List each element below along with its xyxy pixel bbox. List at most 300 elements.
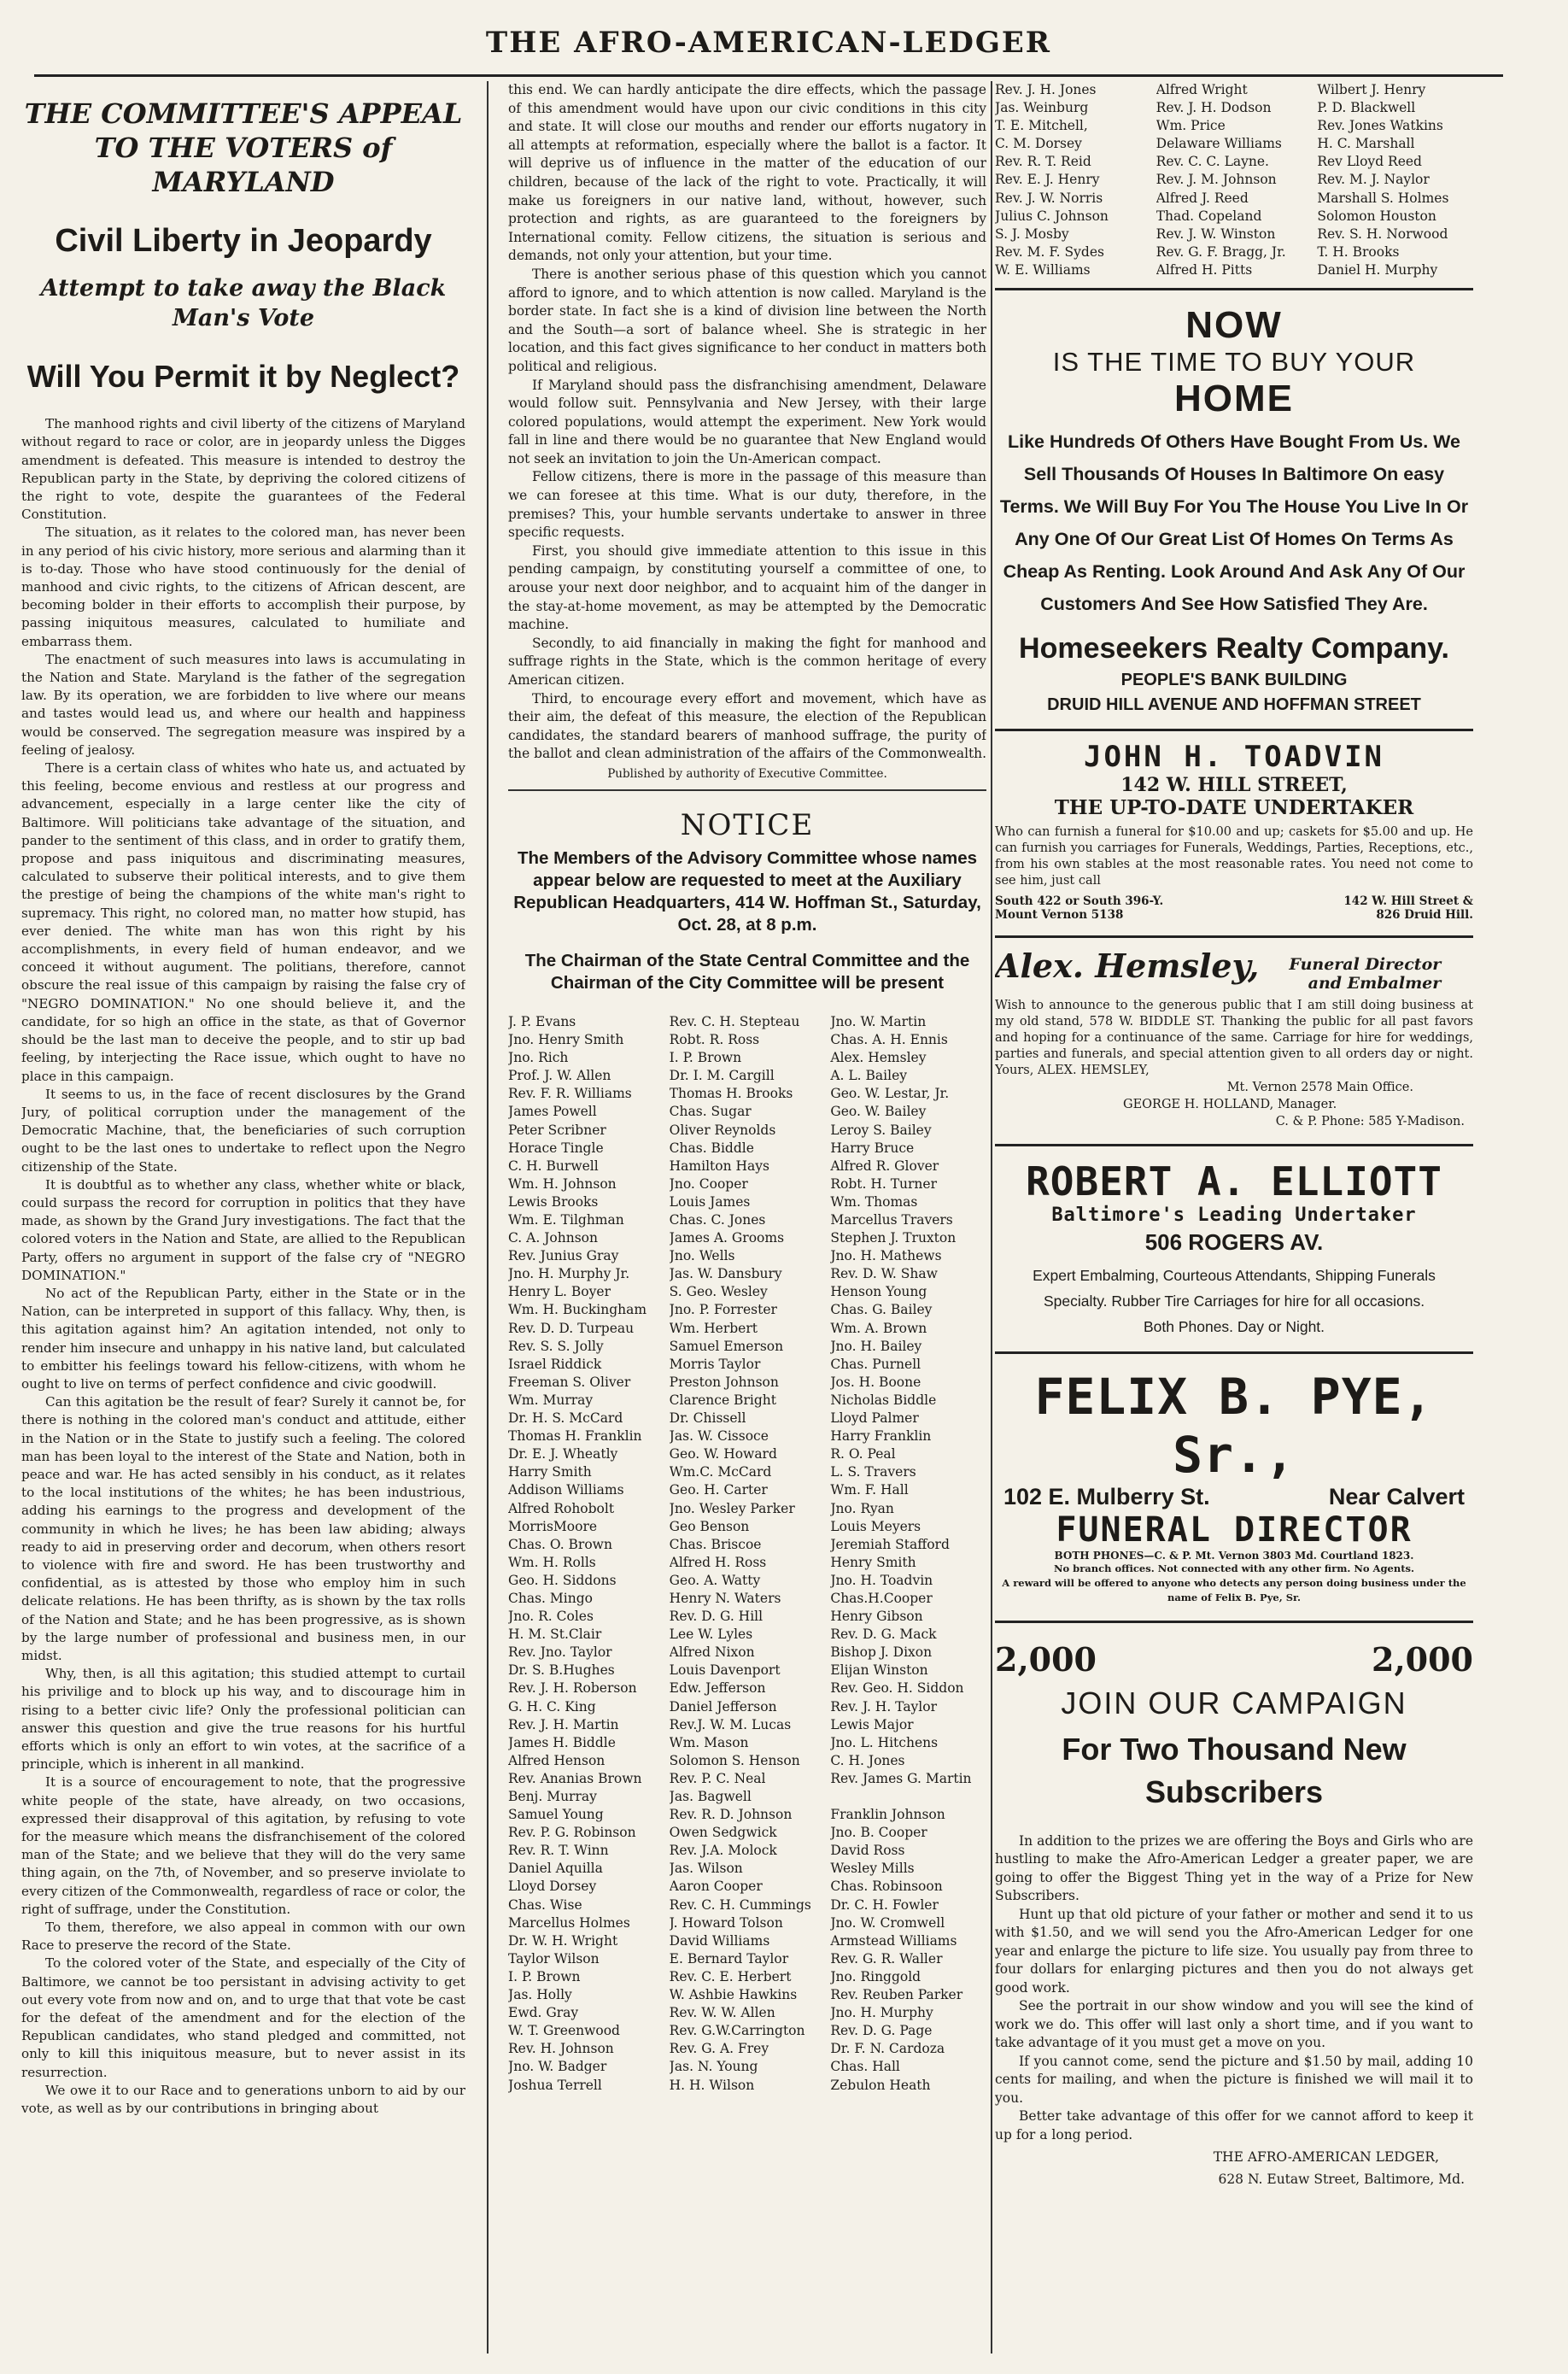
column-continued — [508, 81, 986, 2353]
committee-member-name: James H. Biddle — [508, 1734, 616, 1750]
committee-member-name: Marshall S. Holmes — [1317, 190, 1449, 206]
committee-member-name: Alfred Henson — [508, 1752, 606, 1768]
continued-body — [508, 81, 986, 764]
campaign-number-right: 2,000 — [1372, 1639, 1473, 1679]
committee-member-name: James Powell — [508, 1104, 597, 1120]
committee-member-name: Daniel Jefferson — [669, 1698, 777, 1715]
committee-member-name: Dr. H. S. McCard — [508, 1410, 623, 1427]
appeal-paragraph: The enactment of such measures into laws is accumulating in the Nation and State. Maryland is the father of the segregation law. By its operation, we are forbidden to live where our means and tastes would lead us, and where our health and happiness would be conserved. The segregation measure was inspired by a feeling of jealosy. — [21, 651, 465, 758]
committee-member-name: C. M. Dorsey — [995, 136, 1082, 152]
committee-member-name: Robt. H. Turner — [830, 1175, 938, 1192]
committee-member-name: J. P. Evans — [508, 1013, 576, 1029]
committee-member-name: James A. Grooms — [669, 1230, 785, 1246]
committee-member-name: Thomas H. Brooks — [669, 1086, 793, 1102]
committee-member-name: W. T. Greenwood — [508, 2023, 620, 2039]
committee-member-name: Henry Gibson — [830, 1609, 923, 1625]
committee-member-name: Rev. C. H. Cummings — [669, 1896, 811, 1913]
elliott-body — [995, 1263, 1473, 1339]
committee-member-name: Wesley Mills — [830, 1861, 915, 1877]
committee-names-continued — [995, 81, 1473, 279]
published-note: Published by authority of Executive Committee. — [607, 766, 887, 781]
committee-member-name: T. H. Brooks — [1317, 243, 1400, 260]
committee-member-name: Rev. J.A. Molock — [669, 1843, 777, 1859]
committee-member-name: Jno. B. Cooper — [830, 1825, 927, 1841]
committee-member-name: Dr. E. J. Wheatly — [508, 1446, 618, 1463]
committee-member-name: Edw. Jefferson — [669, 1680, 766, 1697]
committee-member-name: Rev. J. H. Dodson — [1156, 100, 1272, 116]
committee-member-name: Chas.H.Cooper — [830, 1590, 933, 1606]
committee-member-name: Elijan Winston — [830, 1662, 928, 1679]
committee-member-name: Jas. Weinburg — [995, 100, 1089, 116]
appeal-paragraph: The manhood rights and civil liberty of the citizens of Maryland without regard to race or color, are in jeopardy unless the Digges amendment is defeated. This measure is intended to destroy the Republican party in the State, by depriving the colored citizens of the right to vote, despite the guarantees of the Federal Constitution. — [21, 416, 465, 523]
committee-member-name: Rev. M. J. Naylor — [1317, 172, 1430, 188]
pye-phones: BOTH PHONES—C. & P. Mt. Vernon 3803 Md. Courtland 1823. — [1054, 1549, 1414, 1562]
appeal-headline: THE COMMITTEE'S APPEAL TO THE VOTERS of MARYLAND — [24, 97, 463, 198]
committee-member-name: W. Ashbie Hawkins — [669, 1987, 798, 2003]
committee-member-name: Alfred Nixon — [669, 1644, 755, 1661]
committee-member-name: Bishop J. Dixon — [830, 1644, 933, 1661]
campaign-address: 628 N. Eutaw Street, Baltimore, Md. — [1218, 2172, 1465, 2188]
pye-name: FELIX B. PYE, Sr., — [1034, 1367, 1434, 1484]
committee-member-name: Rev. Ananias Brown — [508, 1770, 642, 1786]
committee-member-name: Marcellus Travers — [830, 1212, 953, 1228]
ad-time: IS THE TIME TO BUY YOUR — [1052, 347, 1416, 378]
elliott-ad — [995, 1144, 1473, 1339]
toadvin-name: JOHN H. TOADVIN — [1083, 740, 1385, 775]
committee-member-name: Jno. Wells — [669, 1248, 735, 1264]
committee-member-name: Aaron Cooper — [669, 1879, 763, 1895]
committee-member-name: Dr. S. B.Hughes — [508, 1662, 615, 1679]
committee-member-name: Julius C. Johnson — [995, 208, 1109, 224]
committee-member-name: Wilbert J. Henry — [1317, 82, 1426, 97]
committee-member-name: P. D. Blackwell — [1317, 100, 1416, 116]
pye-address-right: Near Calvert — [1328, 1483, 1465, 1509]
committee-member-name: Geo. H. Carter — [669, 1482, 768, 1498]
committee-member-name: Samuel Young — [508, 1807, 604, 1823]
campaign-join: JOIN OUR CAMPAIGN — [1061, 1685, 1407, 1720]
committee-member-name: Ewd. Gray — [508, 2005, 579, 2021]
committee-member-name: Jas. W. Cissoce — [669, 1428, 769, 1445]
committee-member-name: Chas. Robinsoon — [830, 1879, 943, 1895]
appeal-paragraph: To the colored voter of the State, and especially of the City of Baltimore, we cannot be too persistant in advising activity to get out every vote from now and on, and to urge that that vote be cast for the defeat of the amendment and for the election of the Republican candidates, who stand pledged and committed, not only to kill this iniquitous measure, but to never assist in its resurrection. — [21, 1955, 465, 2080]
committee-member-name: Rev. C. E. Herbert — [669, 1968, 792, 1984]
committee-member-name: Dr. I. M. Cargill — [669, 1068, 775, 1084]
committee-member-name: Rev. J. W. Winston — [1156, 226, 1276, 242]
committee-member-name: Chas. A. H. Ennis — [830, 1032, 948, 1048]
committee-member-name: Wm. H. Johnson — [508, 1175, 617, 1192]
committee-member-name: Harry Smith — [508, 1464, 592, 1480]
committee-member-name: Delaware Williams — [1156, 136, 1282, 152]
committee-member-name: Peter Scribner — [508, 1122, 606, 1138]
ad-company: Homeseekers Realty Company. — [1019, 632, 1449, 665]
committee-member-name: Freeman S. Oliver — [508, 1374, 631, 1390]
attempt-subheadline: Attempt to take away the Black Man's Vote — [40, 275, 447, 332]
committee-member-name: Rev. Jno. Taylor — [508, 1644, 612, 1661]
appeal-paragraph: It is doubtful as to whether any class, whether white or black, could surpass the record for corruption in politics that they have made, as shown by the Grand Jury investigations. The fact that the colored voters in the Nation and State, are allied to the Republican Party, offers no argument in support of the false cry of "NEGRO DOMINATION." — [21, 1176, 465, 1283]
appeal-body — [21, 415, 465, 2118]
ad-home: HOME — [1174, 378, 1294, 420]
toadvin-tagline: THE UP-TO-DATE UNDERTAKER — [1054, 796, 1414, 820]
committee-member-name: Rev. James G. Martin — [830, 1770, 972, 1786]
civil-liberty-headline: Civil Liberty in Jeopardy — [55, 223, 432, 259]
committee-member-name: Thad. Copeland — [1156, 208, 1262, 224]
committee-member-name: Joshua Terrell — [508, 2077, 602, 2093]
committee-member-name: C. A. Johnson — [508, 1230, 598, 1246]
committee-member-name: Lewis Major — [830, 1716, 914, 1732]
committee-member-name: Harry Franklin — [830, 1428, 932, 1445]
committee-member-name: Jno. Ryan — [830, 1500, 894, 1516]
committee-member-name: Morris Taylor — [669, 1356, 761, 1372]
committee-member-name: C. H. Burwell — [508, 1158, 599, 1174]
committee-member-name: Alex. Hemsley — [830, 1050, 927, 1066]
committee-member-name: Wm. A. Brown — [830, 1320, 927, 1336]
committee-member-name: Jno. Ringgold — [830, 1968, 921, 1984]
committee-member-name: L. S. Travers — [830, 1464, 916, 1480]
campaign-paragraph: See the portrait in our show window and you will see the kind of work we do. This offer will last only a short time, and if you want to take advantage of it you must get a move on you. — [995, 1998, 1473, 2051]
committee-member-name: Hamilton Hays — [669, 1158, 769, 1174]
committee-member-name: Preston Johnson — [669, 1374, 779, 1390]
column-divider — [991, 81, 992, 2353]
committee-member-name: Alfred Wright — [1156, 82, 1248, 97]
hemsley-manager: GEORGE H. HOLLAND, Manager. — [1123, 1097, 1337, 1111]
appeal-paragraph: Why, then, is all this agitation; this studied attempt to curtail his privilige and to block up his way, and to discourage him in rising to a better civic life? Only the professional politician can answer this question and give the true reasons for his hurtful efforts which is only an effort to win votes, at the sacrifice of a principle, which is inherent in all mankind. — [21, 1666, 465, 1773]
committee-member-name: Jeremiah Stafford — [830, 1536, 950, 1552]
committee-member-name: Louis James — [669, 1193, 751, 1210]
continued-paragraph: this end. We can hardly anticipate the dire effects, which the passage of this amendment would have upon our civic conditions in this city and state. It will close our mouths and render our efforts nugatory in all attempts at reformation, especially where the ballot is a factor. It will deprive us of influence in the matter of the education of our children, because of the lack of the right to vote. Practically, it will make us foreigners in our native land, without, however, such protection and rights, as are guaranteed to the foreigners by International comity. Fellow citizens, the situation is serious and demands, not only your attention, but your time. — [508, 82, 986, 264]
committee-member-name: Jno. H. Mathews — [830, 1248, 942, 1264]
committee-member-name: Jno. H. Murphy Jr. — [508, 1266, 630, 1282]
committee-member-name: Rev. F. R. Williams — [508, 1086, 632, 1102]
committee-member-name: Henson Young — [830, 1284, 927, 1300]
committee-member-name: Jas. Wilson — [669, 1861, 743, 1877]
committee-member-name: Rev. D. W. Shaw — [830, 1266, 938, 1282]
committee-member-name: Leroy S. Bailey — [830, 1122, 932, 1138]
committee-member-name: Rev. D. G. Mack — [830, 1627, 937, 1643]
appeal-paragraph: There is a certain class of whites who hate us, and actuated by this feeling, become envious and restless at our progress and advancement, especially in a large center like the city of Baltimore. Will politicians take advantage of the situation, and pander to the sentiment of this class, and in order to gratify them, propose and pass iniquitous and discriminating measures, calculated to subserve their political interests, and to give them the prestige of being the champions of the white man's right to supremacy. This right, no colored man, no matter how stupid, has ever denied. The white man has won this right by his accomplishments, in every field of human endeavor, and we conceed it without augument. The politians, therefore, cannot obscure the real issue of this campaign by raising the false cry of "NEGRO DOMINATION." No one should believe it, and the candidate, for so high an office in the state, as that of Governor should be the last man to deceive the people, and to stir up bad feeling, by interjecting the Race issue, which ought to have no place in this campaign. — [21, 760, 465, 1084]
committee-member-name: Rev. G.W.Carrington — [669, 2023, 805, 2039]
ad-body: Like Hundreds Of Others Have Bought From Us. We Sell Thousands Of Houses In Baltimore On easy Terms. We Will Buy For You The House You Live In Or Any One Of Our Great List Of Homes On Terms As Cheap As Renting. Look Around And Ask Any Of Our Customers And See How Satisfied They Are. — [999, 431, 1469, 615]
appeal-paragraph: It is a source of encouragement to note, that the progressive white people of the state, have already, on two occasions, expressed their disapproval of this agitation, by refusing to vote for the measure which means the disfranchisement of the colored man of the State; and we believe that they will do the very same thing again, on the 7th, of November, and so preserve inviolate to every citizen of the Commonwealth, regardless of race or color, the right of suffrage, under the Constitution. — [21, 1774, 465, 1917]
continued-paragraph: Third, to encourage every effort and movement, which have as their aim, the defeat of this measure, the election of the Republican candidates, the standard bearers of manhood suffrage, the purity of the ballot and clean administration of the affairs of the Commonwealth. — [508, 690, 986, 762]
committee-member-name: Alfred H. Pitts — [1156, 261, 1253, 278]
committee-member-name: Chas. Briscoe — [669, 1536, 762, 1552]
appeal-paragraph: To them, therefore, we also appeal in common with our own Race to preserve the record of the State. — [21, 1920, 465, 1954]
committee-member-name: Rev. D. G. Page — [830, 2023, 933, 2039]
committee-member-name: Chas. O. Brown — [508, 1536, 612, 1552]
notice-title: NOTICE — [680, 807, 815, 842]
committee-member-name: Jas. Bagwell — [669, 1789, 752, 1804]
elliott-name: ROBERT A. ELLIOTT — [1026, 1158, 1442, 1205]
committee-member-name: Rev. Geo. H. Siddon — [830, 1680, 964, 1697]
committee-member-name: Rev. D. G. Hill — [669, 1609, 764, 1625]
toadvin-phones — [995, 894, 1473, 922]
committee-member-name: Rev Lloyd Reed — [1317, 154, 1422, 170]
committee-member-name: Alfred Rohobolt — [508, 1500, 615, 1516]
committee-member-name: Geo. W. Bailey — [830, 1104, 927, 1120]
committee-member-name: Thomas H. Franklin — [508, 1428, 642, 1445]
committee-member-name: Jno. Wesley Parker — [669, 1500, 795, 1516]
committee-member-name: J. Howard Tolson — [669, 1914, 783, 1931]
campaign-paragraph: In addition to the prizes we are offering the Boys and Girls who are hustling to make the Afro-American Ledger a greater paper, we are going to offer the Biggest Thing yet in the way of a Prize for New Subscribers. — [995, 1832, 1473, 1904]
pye-address — [995, 1484, 1473, 1510]
committee-member-name: Alfred R. Glover — [830, 1158, 939, 1174]
committee-member-name: Rev. J. H. Taylor — [830, 1698, 938, 1715]
committee-names — [508, 1013, 986, 2095]
appeal-paragraph: It seems to us, in the face of recent disclosures by the Grand Jury, of political corruption under the management of the Democratic Machine, that, the beneficiaries of such corruption ought to be the last ones to undertake to reflect upon the Negro citizenship of the State. — [21, 1086, 465, 1175]
committee-member-name: E. Bernard Taylor — [669, 1950, 789, 1967]
committee-member-name: Chas. Hall — [830, 2059, 900, 2075]
committee-member-name: H. M. St.Clair — [508, 1627, 602, 1643]
committee-member-name: Rev. D. D. Turpeau — [508, 1320, 635, 1336]
campaign-paragraph: Better take advantage of this offer for we cannot afford to keep it up for a long period. — [995, 2108, 1473, 2142]
committee-member-name: Henry Smith — [830, 1554, 916, 1570]
elliott-line: Both Phones. Day or Night. — [1143, 1317, 1325, 1335]
committee-member-name: Lee W. Lyles — [669, 1627, 753, 1643]
committee-member-name: Lloyd Dorsey — [508, 1879, 597, 1895]
committee-member-name: Rev. Junius Gray — [508, 1248, 619, 1264]
appeal-paragraph: Can this agitation be the result of fear? Surely it cannot be, for there is nothing in the colored man's conduct and attitude, either in the Nation or in the State to justify such a feeling. The colored man has been loyal to the interest of the State and Nation, both in peace and war. He has acted sensibly in his conduct, as it relates to the local institutions of the whites; he has been industrious, adding his earnings to the progress and development of the community in which he lives; he has been law abiding; always ready to aid in preserving order and decorum, when others resort to violence with fire and sword. He has been trustworthy and confidential, as is attested by those who employ him in such delicate relations. He has been thrifty, as is shown by the tax rolls of the Nation and State; and he has been progressive, as is shown by the large number of professional and business men, in our midst. — [21, 1394, 465, 1663]
committee-member-name: Rev. W. W. Allen — [669, 2005, 775, 2021]
elliott-line: Expert Embalming, Courteous Attendants, Shipping Funerals — [1033, 1266, 1436, 1284]
committee-member-name: Wm. E. Tilghman — [508, 1212, 624, 1228]
committee-member-name: Marcellus Holmes — [508, 1914, 630, 1931]
committee-member-name: Jno. Rich — [508, 1050, 569, 1066]
committee-member-name: Henry N. Waters — [669, 1590, 781, 1606]
committee-member-name: C. H. Jones — [830, 1752, 905, 1768]
committee-member-name: Wm. Price — [1156, 118, 1226, 134]
neglect-headline: Will You Permit it by Neglect? — [26, 359, 460, 395]
committee-member-name: Chas. Purnell — [830, 1356, 921, 1372]
committee-member-name: Rev. Reuben Parker — [830, 1987, 963, 2003]
committee-member-name: Armstead Williams — [830, 1932, 957, 1949]
committee-member-name — [830, 1788, 986, 1806]
committee-member-name: Dr. Chissell — [669, 1410, 746, 1427]
committee-member-name: Jas. Holly — [508, 1987, 572, 2003]
committee-member-name: Chas. G. Bailey — [830, 1302, 933, 1318]
committee-member-name: Geo. H. Siddons — [508, 1572, 617, 1588]
appeal-paragraph: No act of the Republican Party, either in the State or in the Nation, can be interpreted in support of this fallacy. Why, then, is this agitation against him? An agitation intended, not only to render him insecure and unhappy in his native land, but calculated to embitter his feelings toward his fellow-citizens, with whom he ought to live on terms of perfect confidence and civic goodwill. — [21, 1285, 465, 1392]
committee-member-name: Geo. A. Watty — [669, 1572, 761, 1588]
notice-chair: The Chairman of the State Central Committee and the Chairman of the City Committee will be present — [524, 950, 970, 993]
committee-member-name: Rev. J. H. Roberson — [508, 1680, 637, 1697]
committee-member-name: Taylor Wilson — [508, 1950, 600, 1967]
committee-member-name: Jno. Henry Smith — [508, 1032, 624, 1048]
committee-member-name: H. C. Marshall — [1317, 136, 1415, 152]
campaign-numbers — [995, 1640, 1473, 1679]
committee-member-name: Rev. M. F. Sydes — [995, 243, 1104, 260]
committee-member-name: Samuel Emerson — [669, 1338, 784, 1354]
pye-role: FUNERAL DIRECTOR — [1056, 1509, 1413, 1550]
committee-member-name: Geo. W. Howard — [669, 1446, 777, 1463]
committee-member-name: Dr. W. H. Wright — [508, 1932, 618, 1949]
appeal-paragraph: We owe it to our Race and to generations unborn to aid by our vote, as well as by our contributions in bringing about — [21, 2082, 465, 2117]
hemsley-ad — [995, 935, 1473, 1130]
ad-building: PEOPLE'S BANK BUILDING — [1120, 671, 1348, 690]
committee-member-name: A. L. Bailey — [830, 1068, 907, 1084]
committee-member-name: Louis Meyers — [830, 1518, 921, 1534]
committee-member-name: Rev. C. H. Stepteau — [669, 1013, 800, 1029]
committee-member-name: Jno. Cooper — [669, 1175, 748, 1192]
committee-member-name: Chas. C. Jones — [669, 1212, 766, 1228]
committee-member-name: Rev. G. F. Bragg, Jr. — [1156, 243, 1286, 260]
committee-member-name: Benj. Murray — [508, 1789, 597, 1804]
committee-member-name: Rev. R. T. Winn — [508, 1843, 609, 1859]
committee-member-name: Chas. Mingo — [508, 1590, 593, 1606]
committee-member-name: Wm.C. McCard — [669, 1464, 772, 1480]
committee-member-name: W. E. Williams — [995, 261, 1091, 278]
committee-member-name: Rev. C. C. Layne. — [1156, 154, 1269, 170]
committee-member-name: T. E. Mitchell, — [995, 118, 1088, 134]
toadvin-address: 142 W. HILL STREET, — [1120, 774, 1348, 797]
committee-member-name: Alfred H. Ross — [669, 1554, 767, 1570]
committee-member-name: Wm. H. Buckingham — [508, 1302, 647, 1318]
column-ads — [995, 81, 1473, 2353]
committee-member-name: Franklin Johnson — [830, 1807, 945, 1823]
committee-member-name: Horace Tingle — [508, 1140, 604, 1156]
campaign-paragraph: If you cannot come, send the picture and $1.50 by mail, adding 10 cents for mailing, and when the picture is finished we will mail it to you. — [995, 2053, 1473, 2106]
committee-member-name: Rev. J. H. Martin — [508, 1716, 619, 1732]
committee-member-name: Wm. F. Hall — [830, 1482, 909, 1498]
ad-now: NOW — [1185, 304, 1283, 347]
committee-member-name: Henry L. Boyer — [508, 1284, 611, 1300]
committee-member-name: Rev. H. Johnson — [508, 2041, 614, 2057]
committee-member-name: Chas. Sugar — [669, 1104, 752, 1120]
column-appeal — [21, 81, 465, 2353]
campaign-ad — [995, 1621, 1473, 2189]
continued-paragraph: Fellow citizens, there is more in the passage of this measure than we can foresee at this time. What is our duty, therefore, in the premises? This, your humble servants undertake to answer in three specific requests. — [508, 469, 986, 541]
ad-street: DRUID HILL AVENUE AND HOFFMAN STREET — [1047, 695, 1421, 715]
continued-paragraph: If Maryland should pass the disfranchising amendment, Delaware would follow suit. Pennsylvania and New Jersey, with their large colored populations, would attempt the experiment. New York would fall in line and there would be no guarantee that New England would not seek an invitation to join the Un-American compact. — [508, 377, 986, 466]
committee-member-name: Jno. H. Murphy — [830, 2005, 933, 2021]
committee-member-name: Prof. J. W. Allen — [508, 1068, 611, 1084]
committee-member-name: Jno. P. Forrester — [669, 1302, 777, 1318]
committee-member-name: Alfred J. Reed — [1156, 190, 1249, 206]
committee-member-name: R. O. Peal — [830, 1446, 896, 1463]
committee-member-name: Rev. J. W. Norris — [995, 190, 1103, 206]
committee-member-name: Rev. P. G. Robinson — [508, 1825, 636, 1841]
committee-member-name: Jno. R. Coles — [508, 1609, 594, 1625]
toadvin-phone-right: 142 W. Hill Street & 826 Druid Hill. — [1343, 894, 1473, 923]
elliott-address: 506 ROGERS AV. — [1144, 1228, 1324, 1255]
pye-note: No branch offices. Not connected with any other firm. No Agents. — [1053, 1562, 1414, 1574]
committee-member-name: Wm. Murray — [508, 1392, 594, 1408]
continued-paragraph: First, you should give immediate attention to this issue in this pending campaign, by constituting yourself a committee of one, to arouse your next door neighbor, and to acquaint him of the danger in the stay-at-home movement, as may be attempted by the Democratic machine. — [508, 542, 986, 633]
hemsley-text: Wish to announce to the generous public that I am still doing business at my old stand, 578 W. BIDDLE ST. Thanking the public for all past favors and hoping for a continuance of the same. Carriage for hire for weddings, parties and funerals, and special attention given to all orders day or night. Yours, ALEX. HEMSLEY, — [995, 998, 1473, 1077]
committee-member-name: Jno. L. Hitchens — [830, 1734, 939, 1750]
committee-member-name: Owen Sedgwick — [669, 1825, 777, 1841]
homeseekers-ad — [995, 288, 1473, 715]
committee-member-name: Rev. R. D. Johnson — [669, 1807, 793, 1823]
committee-member-name: Zebulon Heath — [830, 2077, 931, 2093]
committee-member-name: Rev. G. R. Waller — [830, 1950, 943, 1967]
committee-member-name: Geo. W. Lestar, Jr. — [830, 1086, 950, 1102]
committee-member-name: Wm. H. Rolls — [508, 1554, 596, 1570]
committee-member-name: Solomon Houston — [1317, 208, 1436, 224]
committee-member-name: S. J. Mosby — [995, 226, 1069, 242]
committee-member-name: Jas. W. Dansbury — [669, 1266, 782, 1282]
committee-member-name: Chas. Wise — [508, 1896, 582, 1913]
campaign-for: For Two Thousand New Subscribers — [1062, 1731, 1407, 1809]
committee-member-name: Rev. S. H. Norwood — [1317, 226, 1448, 242]
committee-member-name: Jos. H. Boone — [830, 1374, 921, 1390]
committee-member-name: Addison Williams — [508, 1482, 624, 1498]
committee-member-name: Rev. E. J. Henry — [995, 172, 1100, 188]
committee-member-name: Jas. N. Young — [669, 2059, 758, 2075]
committee-member-name: Stephen J. Truxton — [830, 1230, 957, 1246]
committee-member-name: David Williams — [669, 1932, 770, 1949]
elliott-tagline: Baltimore's Leading Undertaker — [1051, 1204, 1417, 1226]
appeal-paragraph: The situation, as it relates to the colored man, has never been in any period of his civic history, more serious and alarming than it is to-day. Those who have stood continuously for the denial of manhood and civic rights, to the citizens of African descent, are becoming bolder in their efforts to accomplish their purpose, by passing iniquitous measures, calculated to humiliate and embarrass them. — [21, 525, 465, 649]
hemsley-role: Funeral Director and Embalmer — [1289, 954, 1442, 993]
hemsley-footer — [995, 1096, 1473, 1113]
committee-member-name: Daniel H. Murphy — [1317, 261, 1438, 278]
committee-member-name: Rev. P. C. Neal — [669, 1770, 766, 1786]
committee-member-name: Dr. F. N. Cardoza — [830, 2041, 945, 2057]
pye-address-left: 102 E. Mulberry St. — [1003, 1483, 1210, 1509]
committee-member-name: Lloyd Palmer — [830, 1410, 919, 1427]
committee-member-name: Robt. R. Ross — [669, 1032, 760, 1048]
committee-member-name: G. H. C. King — [508, 1698, 596, 1715]
campaign-body — [995, 1832, 1473, 2145]
notice-body: The Members of the Advisory Committee whose names appear below are requested to meet at the Auxiliary Republican Headquarters, 414 W. Hoffman St., Saturday, Oct. 28, at 8 p.m. — [513, 847, 981, 935]
committee-member-name: Wm. Herbert — [669, 1320, 758, 1336]
hemsley-name: Alex. Hemsley, — [995, 947, 1260, 986]
committee-member-name: S. Geo. Wesley — [669, 1284, 768, 1300]
committee-member-name: Jno. W. Cromwell — [830, 1914, 945, 1931]
committee-member-name: Rev.J. W. M. Lucas — [669, 1716, 792, 1732]
committee-member-name: Lewis Brooks — [508, 1193, 599, 1210]
committee-member-name: I. P. Brown — [669, 1050, 742, 1066]
toadvin-text: Who can furnish a funeral for $10.00 and up; caskets for $5.00 and up. He can furnish you carriages for Funerals, Weddings, Parties, Receptions, etc., from his own stables at the most reasonable rates. You need not come to see him, just call — [995, 825, 1473, 888]
committee-member-name: Jno. H. Toadvin — [830, 1572, 933, 1588]
masthead: THE AFRO-AMERICAN-LEDGER — [34, 26, 1503, 77]
continued-paragraph: There is another serious phase of this question which you cannot afford to ignore, and to which attention is now called. Maryland is the border state. In fact she is a kind of division line between the North and the South—a sort of balance wheel. She is strategic in her location, and this fact gives significance to her conduct in matters both political and religious. — [508, 266, 986, 374]
continued-paragraph: Secondly, to aid financially in making the fight for manhood and suffrage rights in the State, which is the common heritage of every American citizen. — [508, 635, 986, 688]
committee-member-name: Rev. J. M. Johnson — [1156, 172, 1277, 188]
committee-member-name: Oliver Reynolds — [669, 1122, 776, 1138]
committee-member-name: Rev. S. S. Jolly — [508, 1338, 604, 1354]
committee-member-name: Israel Riddick — [508, 1356, 602, 1372]
committee-member-name: Jno. W. Martin — [830, 1013, 927, 1029]
elliott-line: Specialty. Rubber Tire Carriages for hire for all occasions. — [1043, 1292, 1425, 1310]
committee-member-name: Rev. R. T. Reid — [995, 154, 1091, 170]
committee-member-name: Daniel Aquilla — [508, 1861, 603, 1877]
toadvin-phone-left: South 422 or South 396-Y. Mount Vernon 5138 — [995, 894, 1164, 923]
committee-member-name: Clarence Bright — [669, 1392, 776, 1408]
committee-member-name: Dr. C. H. Fowler — [830, 1896, 939, 1913]
toadvin-ad — [995, 729, 1473, 922]
committee-member-name: Rev. Jones Watkins — [1317, 118, 1443, 134]
committee-member-name: I. P. Brown — [508, 1968, 581, 1984]
committee-member-name: Wm. Mason — [669, 1734, 749, 1750]
pye-ad — [995, 1351, 1473, 1605]
committee-member-name: Louis Davenport — [669, 1662, 781, 1679]
committee-member-name: Chas. Biddle — [669, 1140, 754, 1156]
committee-member-name: Wm. Thomas — [830, 1193, 918, 1210]
column-divider — [487, 81, 489, 2353]
committee-member-name: Jno. W. Badger — [508, 2059, 607, 2075]
committee-member-name: Geo Benson — [669, 1518, 750, 1534]
committee-member-name: Harry Bruce — [830, 1140, 915, 1156]
hemsley-office: Mt. Vernon 2578 Main Office. — [1226, 1080, 1413, 1094]
section-divider — [508, 789, 986, 791]
campaign-signature: THE AFRO-AMERICAN LEDGER, — [1213, 2149, 1439, 2166]
campaign-number-left: 2,000 — [995, 1639, 1097, 1679]
campaign-paragraph: Hunt up that old picture of your father or mother and send it to us with $1.50, and we will send you the Afro-American Ledger for one year and enlarge the picture to life size. You usually pay from three to four dollars for enlarging pictures and then you do not always get good work. — [995, 1906, 1473, 1996]
hemsley-phone: C. & P. Phone: 585 Y-Madison. — [1275, 1114, 1465, 1128]
committee-member-name: Jno. H. Bailey — [830, 1338, 922, 1354]
committee-member-name: Rev. G. A. Frey — [669, 2041, 769, 2057]
